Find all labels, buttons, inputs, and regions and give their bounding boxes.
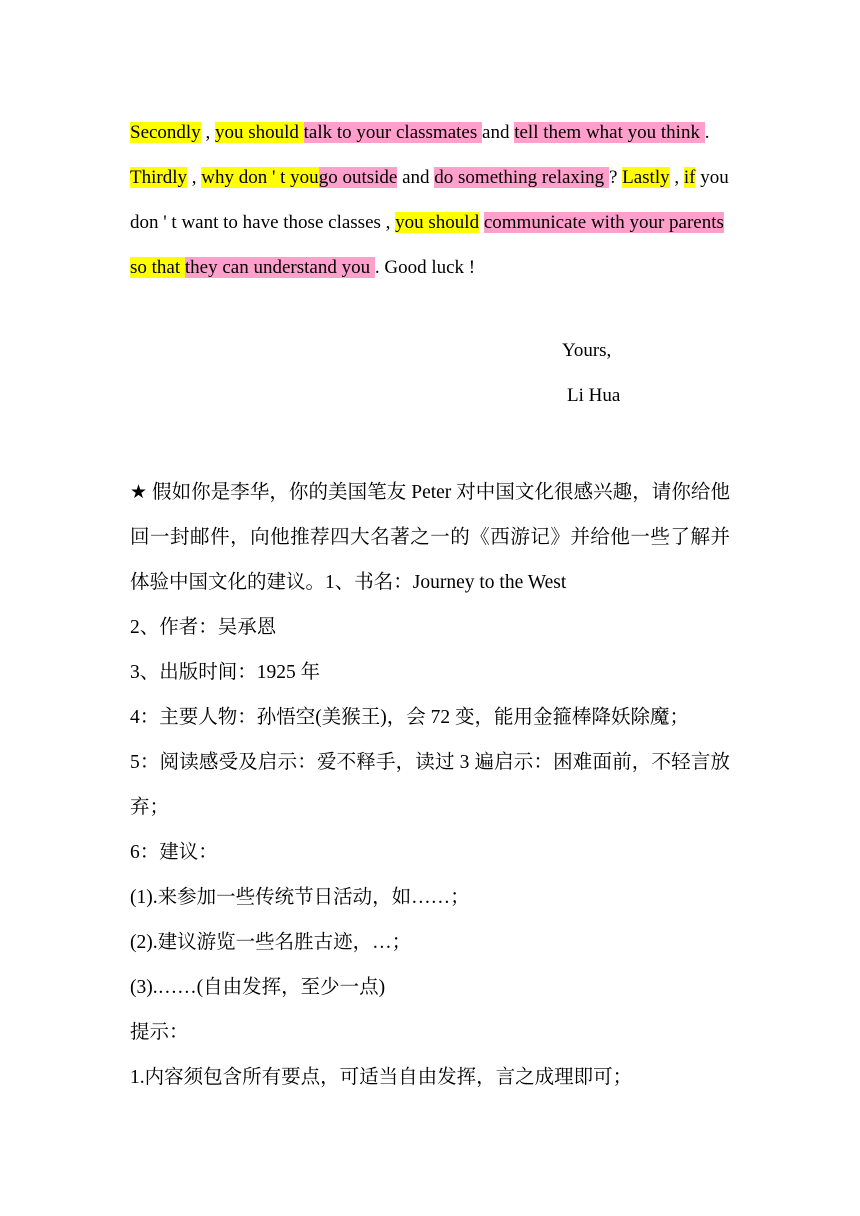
letter-paragraph (130, 110, 730, 290)
letter-text: . Good luck ! (374, 257, 476, 278)
task-line-feelings: 5：阅读感受及启示：爱不释手，读过 3 遍启示：困难面前，不轻言放弃； (130, 752, 730, 818)
highlight-pink-phrase: go outside (318, 167, 398, 188)
highlight-pink-phrase: talk to your classmates (303, 122, 483, 143)
task-line-hints: 提示： (130, 1022, 189, 1043)
highlight-yellow-phrase: Lastly (622, 167, 670, 188)
letter-text: , (669, 167, 684, 188)
task-line-characters: 4：主要人物：孙悟空(美猴王)，会 72 变，能用金箍棒降妖除魔； (130, 707, 689, 728)
task-line-suggestion-3: (3).……(自由发挥，至少一点) (130, 977, 386, 998)
highlight-yellow-phrase: if (683, 167, 696, 188)
highlight-pink-phrase: they can understand you (184, 257, 375, 278)
highlight-yellow-phrase: Secondly (130, 122, 201, 143)
letter-text: and (482, 122, 515, 143)
letter-text: , (187, 167, 202, 188)
highlight-yellow-phrase: you should (395, 212, 480, 233)
task-line-suggestion-2: (2).建议游览一些名胜古迹，…； (130, 932, 412, 953)
task-line-hint-1: 1.内容须包含所有要点，可适当自由发挥，言之成理即可； (130, 1067, 633, 1088)
letter-text: , (200, 122, 215, 143)
highlight-pink-phrase: tell them what you think (514, 122, 705, 143)
highlight-pink-phrase: do something relaxing (434, 167, 609, 188)
letter-body (130, 110, 730, 290)
highlight-yellow-phrase: Thirdly (130, 167, 187, 188)
highlight-yellow-phrase: why don ' t you (201, 167, 319, 188)
letter-text: and (397, 167, 435, 188)
letter-closing: Yours, (562, 340, 612, 361)
task-prompt-text: 假如你是李华，你的美国笔友 Peter 对中国文化很感兴趣，请你给他回一封邮件，向他推荐四大名著之一的《西游记》并给他一些了解并体验中国文化的建议。1、书名：Journey to the West (130, 482, 730, 593)
highlight-yellow-phrase: you should (214, 122, 304, 143)
task-prompt (130, 470, 730, 605)
letter-text: ? (608, 167, 623, 188)
task-line-author: 2、作者：吴承恩 (130, 617, 277, 638)
task-line-suggestion-1: (1).来参加一些传统节日活动，如……； (130, 887, 470, 908)
task-line-suggestions: 6：建议： (130, 842, 218, 863)
writing-task (130, 470, 730, 1100)
highlight-pink-phrase: communicate with your parents (483, 212, 724, 233)
highlight-yellow-phrase: so that (130, 257, 185, 278)
letter-text: . (704, 122, 710, 143)
letter-signature: Li Hua (567, 385, 621, 406)
star-icon: ★ (130, 481, 148, 503)
task-line-publish: 3、出版时间：1925 年 (130, 662, 321, 683)
letter-text: you don ' t want to have those classes , (130, 167, 729, 233)
